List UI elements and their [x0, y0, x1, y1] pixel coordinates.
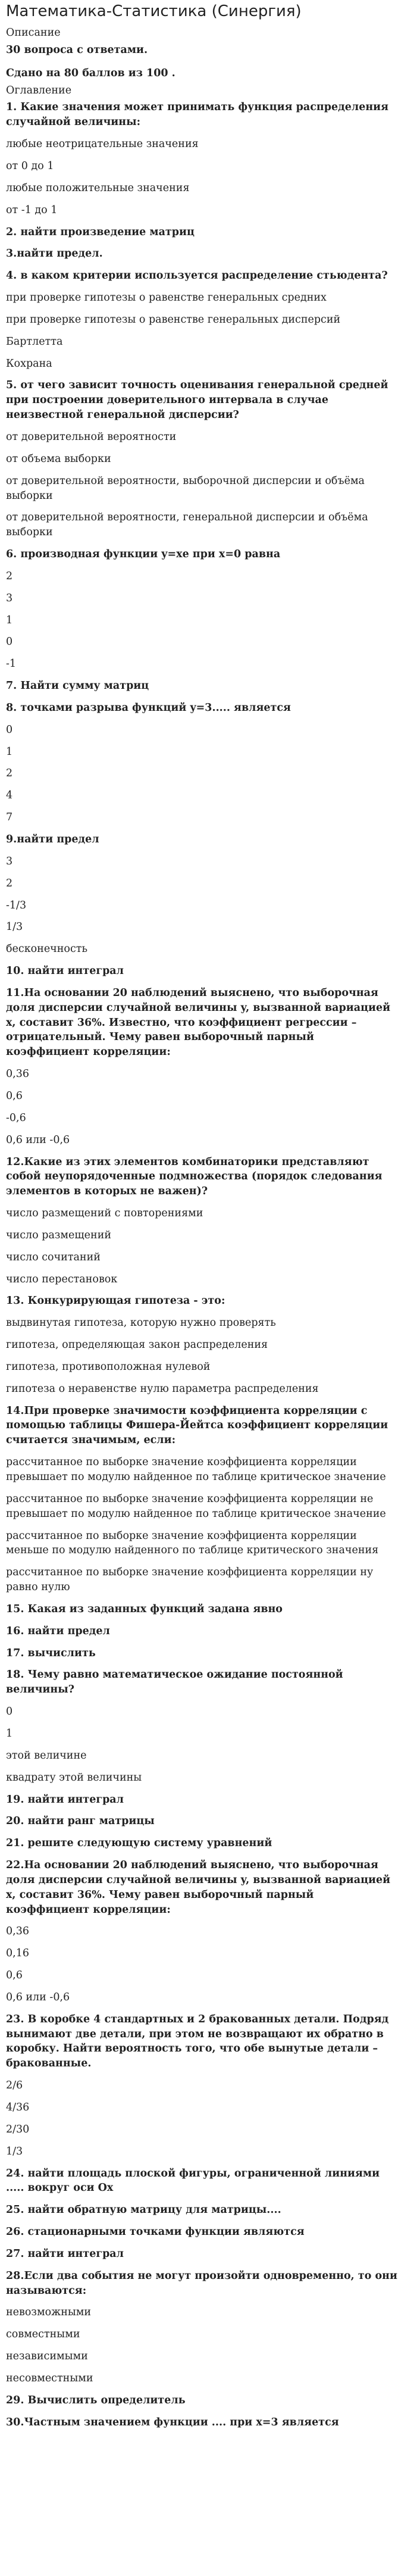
question-item — [6, 246, 399, 261]
question-item — [6, 679, 399, 694]
question-item — [6, 268, 399, 371]
answer-option: от доверительной вероятности, выборочной дисперсии и объёма выборки — [6, 474, 365, 502]
answer-option: 2/6 — [6, 2079, 23, 2092]
question-item — [6, 2415, 399, 2430]
question-item — [6, 1624, 399, 1639]
question-text: 6. производная функции y=xe при x=0 равна — [6, 548, 281, 561]
answer-option: 3 — [6, 592, 13, 604]
answer-option: этой величине — [6, 1749, 87, 1762]
description-label: Описание — [6, 27, 61, 39]
answer-option: несовместными — [6, 2372, 93, 2384]
answer-option: 1 — [6, 1727, 13, 1740]
toc-label: Оглавление — [6, 84, 72, 96]
question-text: 9.найти предел — [6, 833, 99, 845]
page-title: Математика-Статистика (Синергия) — [6, 2, 302, 20]
answer-option: 1/3 — [6, 921, 23, 933]
question-item — [6, 2166, 399, 2196]
question-text: 10. найти интеграл — [6, 965, 124, 978]
answer-option: число размещений с повторениями — [6, 1207, 203, 1220]
answer-option: 0,6 — [6, 1969, 23, 1982]
answer-option: любые положительные значения — [6, 182, 190, 194]
answer-option: Бартлетта — [6, 335, 63, 348]
answer-option: рассчитанное по выборке значение коэффициента корреляции превышает по модулю найденное по таблице критическое значение — [6, 1456, 386, 1483]
question-item — [6, 1814, 399, 1829]
answer-option: любые неотрицательные значения — [6, 138, 199, 151]
question-text: 23. В коробке 4 стандартных и 2 бракованных детали. Подряд вынимают две детали, при этом не возвращают их обратно в коробку. Найти вероятность того, что обе вынутые детали – бракованные. — [6, 2013, 389, 2070]
question-item — [6, 832, 399, 957]
answer-option: невозможными — [6, 2306, 92, 2319]
question-item — [6, 1836, 399, 1851]
question-text: 8. точками разрыва функций y=3..... является — [6, 701, 291, 714]
question-item — [6, 378, 399, 540]
question-text: 7. Найти сумму матриц — [6, 680, 149, 692]
question-text: 12.Какие из этих элементов комбинаторики представляют собой неупорядоченные подмножества (порядок следования элементов в которых не важен)? — [6, 1156, 382, 1198]
question-item — [6, 2393, 399, 2408]
answer-option: 0 — [6, 723, 13, 736]
answer-option: -0,6 — [6, 1111, 26, 1124]
question-item — [6, 1602, 399, 1617]
answer-option: рассчитанное по выборке значение коэффициента корреляции не превышает по модулю найденное по таблице критическое значение — [6, 1492, 386, 1520]
question-text: 20. найти ранг матрицы — [6, 1815, 155, 1828]
answer-option: 0,6 — [6, 1089, 23, 1102]
answer-option: от объема выборки — [6, 452, 111, 465]
question-text: 11.На основании 20 наблюдений выяснено, что выборочная доля дисперсии случайной величины y, вызванной вариацией x, составит 36%. Известно, что коэффициент регрессии – отрицательный. Чему равен выборочный парный коэффициент корреляции: — [6, 986, 391, 1058]
question-text: 21. решите следующую систему уравнений — [6, 1837, 272, 1850]
answer-option: 0 — [6, 1706, 13, 1718]
answer-option: -1/3 — [6, 899, 27, 911]
answer-option: 1 — [6, 614, 13, 626]
answer-option: при проверке гипотезы о равенстве генеральных дисперсий — [6, 313, 341, 326]
question-item — [6, 225, 399, 240]
answer-option: независимыми — [6, 2350, 88, 2363]
question-text: 1. Какие значения может принимать функция распределения случайной величины: — [6, 101, 389, 129]
answer-option: 2 — [6, 570, 13, 582]
answer-option: число размещений — [6, 1229, 112, 1241]
answer-option: -1 — [6, 658, 17, 670]
answer-option: от доверительной вероятности — [6, 430, 177, 443]
question-item — [6, 1858, 399, 2005]
question-text: 17. вычислить — [6, 1647, 96, 1659]
question-text: 14.При проверке значимости коэффициента корреляции с помощью таблицы Фишера-Йейтса коэффициент корреляции считается значимым, если: — [6, 1404, 388, 1447]
answer-option: 4/36 — [6, 2102, 30, 2113]
question-text: 25. найти обратную матрицу для матрицы.... — [6, 2204, 281, 2216]
answer-option: 2 — [6, 877, 13, 889]
answer-option: от 0 до 1 — [6, 160, 54, 172]
question-text: 22.На основании 20 наблюдений выяснено, что выборочная доля дисперсии случайной величины y, вызванной вариацией x, составит 36%. Чему равен выборочный парный коэффициент корреляции: — [6, 1859, 391, 1916]
answer-option: 0 — [6, 636, 13, 648]
answer-option: 0,16 — [6, 1947, 29, 1960]
question-item — [6, 1793, 399, 1807]
answer-option: от -1 до 1 — [6, 204, 58, 216]
answer-option: число перестановок — [6, 1273, 118, 1285]
question-item — [6, 1404, 399, 1595]
answer-option: гипотеза, противоположная нулевой — [6, 1360, 211, 1373]
description-line: Сдано на 80 баллов из 100 . — [6, 67, 175, 79]
question-item — [6, 2269, 399, 2386]
question-text: 29. Вычислить определитель — [6, 2394, 186, 2406]
question-item — [6, 701, 399, 825]
question-item — [6, 1155, 399, 1287]
question-item — [6, 1294, 399, 1396]
answer-option: 2 — [6, 767, 13, 780]
answer-option: число сочитаний — [6, 1251, 101, 1263]
answer-option: гипотеза о неравенстве нулю параметра распределения — [6, 1382, 319, 1395]
answer-option: 0,6 или -0,6 — [6, 1134, 70, 1146]
question-item — [6, 100, 399, 217]
answer-option: 0,6 или -0,6 — [6, 1991, 70, 2003]
question-text: 13. Конкурирующая гипотеза - это: — [6, 1295, 225, 1307]
answer-option: 4 — [6, 789, 13, 802]
question-text: 3.найти предел. — [6, 248, 103, 260]
answer-option: 1 — [6, 745, 13, 758]
question-item — [6, 2012, 399, 2159]
question-text: 27. найти интеграл — [6, 2247, 124, 2260]
answer-option: квадрату этой величины — [6, 1771, 142, 1784]
question-text: 24. найти площадь плоской фигуры, ограниченной линиями ..... вокруг оси Ox — [6, 2167, 380, 2194]
question-item — [6, 2225, 399, 2240]
answer-option: бесконечность — [6, 943, 87, 956]
answer-option: совместными — [6, 2328, 80, 2341]
answer-option: 1/3 — [6, 2145, 23, 2157]
answer-option: Кохрана — [6, 357, 52, 370]
question-list — [6, 100, 399, 2430]
question-text: 26. стационарными точками функции являются — [6, 2226, 305, 2238]
answer-option: 0,36 — [6, 1925, 29, 1938]
question-text: 28.Если два события не могут произойти одновременно, то они называются: — [6, 2269, 397, 2297]
answer-option: 0,36 — [6, 1068, 29, 1081]
answer-option: 2/30 — [6, 2123, 30, 2135]
question-item — [6, 2203, 399, 2218]
question-text: 4. в каком критерии используется распределение стьюдента? — [6, 270, 388, 282]
question-text: 15. Какая из заданных функций задана явно — [6, 1603, 283, 1615]
question-item — [6, 1668, 399, 1785]
answer-option: от доверительной вероятности, генеральной дисперсии и объёма выборки — [6, 511, 368, 539]
question-text: 16. найти предел — [6, 1625, 110, 1637]
question-item — [6, 986, 399, 1148]
question-text: 19. найти интеграл — [6, 1793, 124, 1806]
question-text: 30.Частным значением функции .... при x=3 является — [6, 2416, 339, 2428]
question-item — [6, 547, 399, 672]
question-item — [6, 2247, 399, 2262]
answer-option: 3 — [6, 855, 13, 867]
answer-option: гипотеза, определяющая закон распределения — [6, 1339, 268, 1351]
question-text: 18. Чему равно математическое ожидание постоянной величины? — [6, 1669, 343, 1696]
question-item — [6, 964, 399, 979]
question-item — [6, 1646, 399, 1661]
question-text: 2. найти произведение матриц — [6, 226, 195, 238]
answer-option: 7 — [6, 811, 13, 824]
answer-option: при проверке гипотезы о равенстве генеральных средних — [6, 292, 327, 304]
answer-option: рассчитанное по выборке значение коэффициента корреляции ну равно нулю — [6, 1566, 374, 1594]
answer-option: выдвинутая гипотеза, которую нужно проверять — [6, 1317, 276, 1329]
question-text: 5. от чего зависит точность оценивания генеральной средней при построении доверительного интервала в случае неизвестной генеральной дисперсии? — [6, 379, 388, 421]
answer-option: рассчитанное по выборке значение коэффициента корреляции меньше по модулю найденного по таблице критического значения — [6, 1529, 379, 1557]
description-line: 30 вопроса с ответами. — [6, 43, 148, 56]
